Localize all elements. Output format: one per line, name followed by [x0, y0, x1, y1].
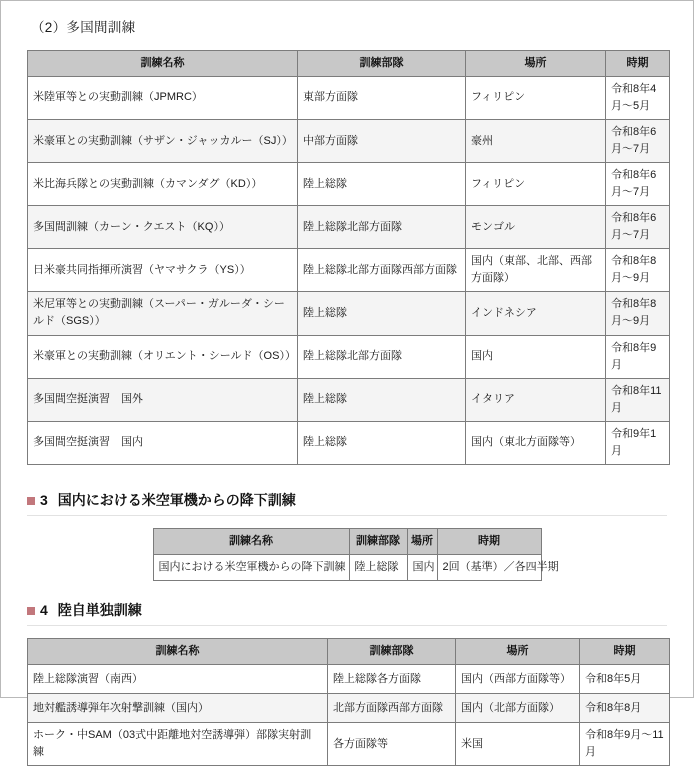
col-header-place: 場所 — [456, 639, 580, 665]
cell-training-period: 2回（基準）／各四半期 — [437, 555, 541, 581]
col-header-unit: 訓練部隊 — [328, 639, 456, 665]
document-body — [1, 1, 693, 766]
table-header-row — [153, 528, 541, 554]
descent-table-wrapper — [27, 528, 667, 581]
section-heading-3 — [27, 491, 667, 509]
table-row — [28, 120, 670, 163]
table-row — [28, 335, 670, 378]
cell-training-place: 国内（東北方面隊等） — [466, 421, 606, 464]
cell-training-name: 国内における米空軍機からの降下訓練 — [153, 555, 349, 581]
cell-training-period: 令和8年9月 — [606, 335, 670, 378]
section-divider — [27, 515, 667, 516]
table-row — [28, 723, 670, 766]
cell-training-name: 多国間空挺演習 国内 — [28, 421, 298, 464]
cell-training-period: 令和8年6月～7月 — [606, 206, 670, 249]
cell-training-period: 令和8年6月～7月 — [606, 120, 670, 163]
table-row — [28, 76, 670, 119]
table-header-row — [28, 50, 670, 76]
table-row — [28, 163, 670, 206]
col-header-period: 時期 — [606, 50, 670, 76]
cell-training-place: 国内（東部、北部、西部方面隊） — [466, 249, 606, 292]
square-bullet-icon — [27, 497, 35, 505]
cell-training-unit: 陸上総隊北部方面隊 — [298, 335, 466, 378]
cell-training-place: フィリピン — [466, 163, 606, 206]
cell-training-name: 米豪軍との実動訓練（オリエント・シールド（OS）） — [28, 335, 298, 378]
cell-training-unit: 陸上総隊各方面隊 — [328, 665, 456, 694]
cell-training-place: フィリピン — [466, 76, 606, 119]
cell-training-unit: 陸上総隊北部方面隊西部方面隊 — [298, 249, 466, 292]
cell-training-place: イタリア — [466, 378, 606, 421]
cell-training-period: 令和8年4月～5月 — [606, 76, 670, 119]
col-header-name: 訓練名称 — [28, 639, 328, 665]
subsection-heading-multilateral: （2）多国間訓練 — [31, 20, 136, 35]
table-row — [28, 694, 670, 723]
spacer — [27, 581, 667, 601]
col-header-unit: 訓練部隊 — [298, 50, 466, 76]
cell-training-unit: 陸上総隊北部方面隊 — [298, 206, 466, 249]
cell-training-name: 米比海兵隊との実動訓練（カマンダグ（KD）） — [28, 163, 298, 206]
section-title: 国内における米空軍機からの降下訓練 — [57, 491, 296, 508]
table-row — [28, 249, 670, 292]
cell-training-period: 令和8年9月～11月 — [580, 723, 670, 766]
col-header-period: 時期 — [580, 639, 670, 665]
col-header-name: 訓練名称 — [153, 528, 349, 554]
square-bullet-icon — [27, 607, 35, 615]
cell-training-unit: 中部方面隊 — [298, 120, 466, 163]
cell-training-unit: 陸上総隊 — [298, 163, 466, 206]
table-row — [28, 421, 670, 464]
col-header-place: 場所 — [407, 528, 437, 554]
cell-training-place: インドネシア — [466, 292, 606, 335]
table-row — [28, 292, 670, 335]
cell-training-name: 多国間訓練（カーン・クエスト（KQ）） — [28, 206, 298, 249]
cell-training-name: 日米豪共同指揮所演習（ヤマサクラ（YS）） — [28, 249, 298, 292]
table-head — [28, 50, 670, 76]
cell-training-name: 陸上総隊演習（南西） — [28, 665, 328, 694]
table-row — [153, 555, 541, 581]
table-row — [28, 665, 670, 694]
section-heading-4 — [27, 601, 667, 619]
cell-training-period: 令和8年11月 — [606, 378, 670, 421]
section-divider — [27, 625, 667, 626]
cell-training-place: 国内 — [466, 335, 606, 378]
table-body — [153, 555, 559, 581]
cell-training-unit: 各方面隊等 — [328, 723, 456, 766]
cell-training-period: 令和8年8月～9月 — [606, 292, 670, 335]
cell-training-place: モンゴル — [466, 206, 606, 249]
cell-training-name: 米陸軍等との実動訓練（JPMRC） — [28, 76, 298, 119]
solo-training-table — [27, 638, 670, 766]
table-row — [28, 378, 670, 421]
cell-training-unit: 陸上総隊 — [298, 292, 466, 335]
cell-training-period: 令和8年8月～9月 — [606, 249, 670, 292]
cell-training-period: 令和9年1月 — [606, 421, 670, 464]
cell-training-place: 国内（西部方面隊等） — [456, 665, 580, 694]
col-header-name: 訓練名称 — [28, 50, 298, 76]
table-head — [28, 639, 670, 665]
cell-training-unit: 陸上総隊 — [349, 555, 407, 581]
cell-training-period: 令和8年6月～7月 — [606, 163, 670, 206]
descent-training-table — [153, 528, 559, 581]
col-header-period: 時期 — [437, 528, 541, 554]
cell-training-place: 米国 — [456, 723, 580, 766]
cell-training-period: 令和8年8月 — [580, 694, 670, 723]
spacer — [27, 465, 667, 491]
cell-training-unit: 北部方面隊西部方面隊 — [328, 694, 456, 723]
cell-training-period: 令和8年5月 — [580, 665, 670, 694]
cell-training-place: 国内（北部方面隊） — [456, 694, 580, 723]
table-body — [28, 76, 670, 464]
cell-training-unit: 東部方面隊 — [298, 76, 466, 119]
multilateral-training-table — [27, 50, 670, 465]
cell-training-place: 豪州 — [466, 120, 606, 163]
table-head — [153, 528, 541, 554]
cell-training-name: ホーク・中SAM（03式中距離地対空誘導弾）部隊実射訓練 — [28, 723, 328, 766]
section-title: 陸自単独訓練 — [57, 602, 142, 619]
cell-training-place: 国内 — [407, 555, 437, 581]
cell-training-unit: 陸上総隊 — [298, 378, 466, 421]
cell-training-unit: 陸上総隊 — [298, 421, 466, 464]
cell-training-name: 多国間空挺演習 国外 — [28, 378, 298, 421]
table-header-row — [28, 639, 670, 665]
cell-training-name: 地対艦誘導弾年次射撃訓練（国内） — [28, 694, 328, 723]
section-number: 3 — [40, 491, 48, 508]
cell-training-name: 米尼軍等との実動訓練（スーパー・ガルーダ・シールド（SGS）） — [28, 292, 298, 335]
table-body — [28, 665, 670, 766]
table-row — [28, 206, 670, 249]
col-header-place: 場所 — [466, 50, 606, 76]
cell-training-name: 米豪軍との実動訓練（サザン・ジャッカルー（SJ）） — [28, 120, 298, 163]
col-header-unit: 訓練部隊 — [349, 528, 407, 554]
section-number: 4 — [40, 602, 48, 619]
